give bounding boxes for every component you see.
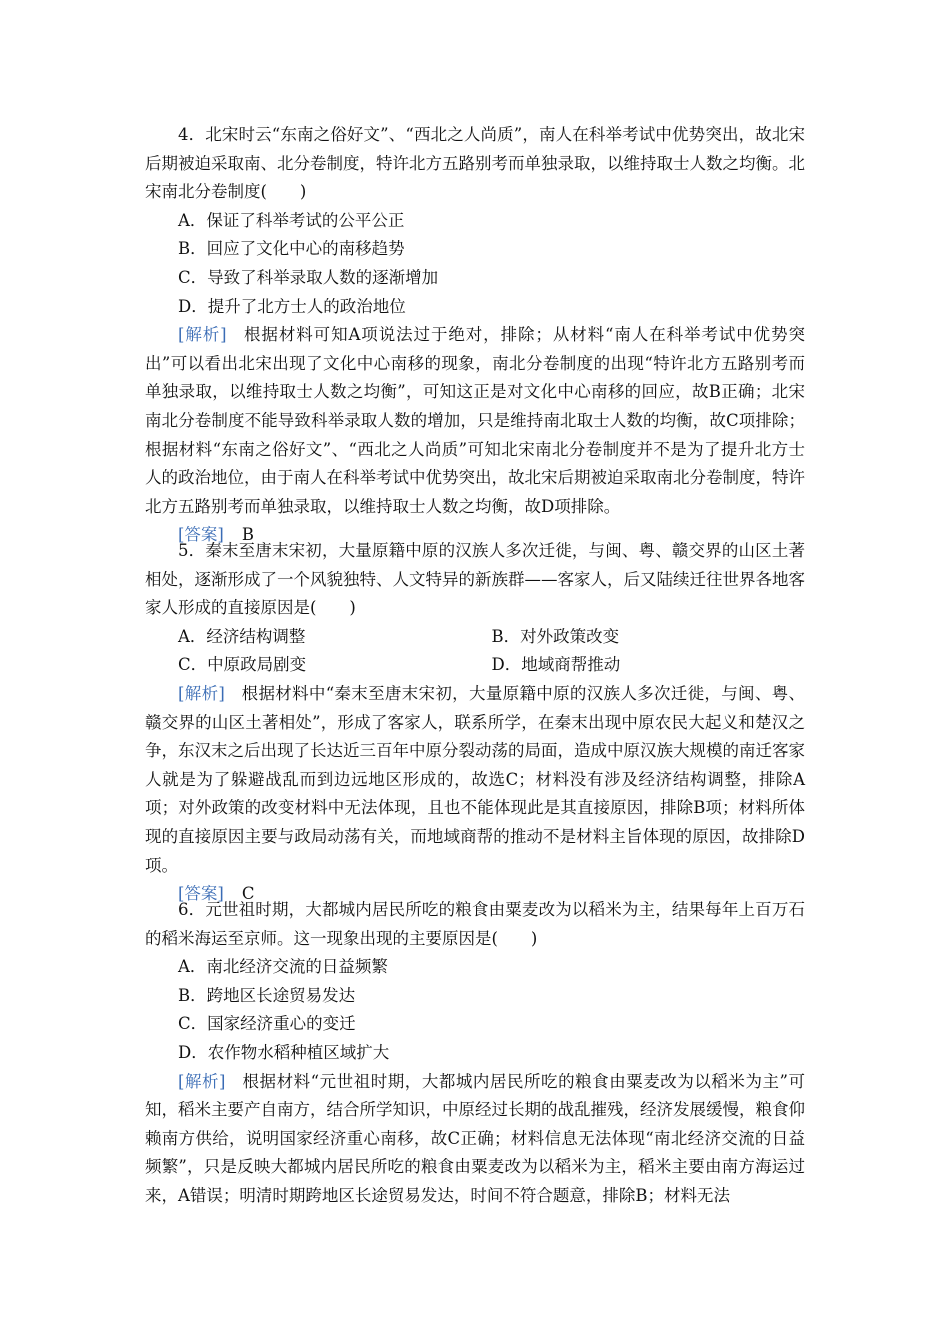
- q4-stem: 4．北宋时云“东南之俗好文”、“西北之人尚质”，南人在科举考试中优势突出，故北宋后期被迫采取南、北分卷制度，特许北方五路别考而单独录取，以维持取士人数之均衡。北宋南北分卷制度( ): [145, 125, 805, 202]
- q5-options-row-2: [145, 651, 805, 680]
- q6-analysis: [145, 1068, 805, 1211]
- question-4: [145, 121, 805, 550]
- q5-option-c: C．中原政局剧变: [178, 655, 307, 675]
- q5-analysis-text: 根据材料中“秦末至唐末宋初，大量原籍中原的汉族人多次迁徙，与闽、粤、赣交界的山区土著相处”，形成了客家人，联系所学，在秦末出现中原农民大起义和楚汉之争，东汉末之后出现了长达近三百年中原分裂动荡的局面，造成中原汉族大规模的南迁客家人就是为了躲避战乱而到边远地区形成的，故选C；材料没有涉及经济结构调整，排除A项；对外政策的改变材料中无法体现，且也不能体现此是其直接原因，排除B项；材料所体现的直接原因主要与政局动荡有关，而地域商帮的推动不是材料主旨体现的原因，故排除D项。: [145, 683, 806, 875]
- q4-analysis-text: 根据材料可知A项说法过于绝对，排除；从材料“南人在科举考试中优势突出”可以看出北宋出现了文化中心南移的现象，南北分卷制度的出现“特许北方五路别考而单独录取，以维持取士人数之均衡”，可知这正是对文化中心南移的回应，故B正确；北宋南北分卷制度不能导致科举录取人数的增加，只是维持南北取士人数的均衡，故C项排除；根据材料“东南之俗好文”、“西北之人尚质”可知北宋南北分卷制度并不是为了提升北方士人的政治地位，由于南人在科举考试中优势突出，故北宋后期被迫采取南北分卷制度，特许北方五路别考而单独录取，以维持取士人数之均衡，故D项排除。: [145, 325, 805, 516]
- question-5: [145, 537, 805, 909]
- q5-analysis-tag: [解析]: [178, 683, 225, 703]
- q4-option-b: B．回应了文化中心的南移趋势: [178, 239, 405, 259]
- q5-stem: 5．秦末至唐末宋初，大量原籍中原的汉族人多次迁徙，与闽、粤、赣交界的山区土著相处，逐渐形成了一个风貌独特、人文特异的新族群——客家人，后又陆续迁往世界各地客家人形成的直接原因是( ): [145, 541, 805, 618]
- q6-analysis-text: 根据材料“元世祖时期，大都城内居民所吃的粮食由粟麦改为以稻米为主”可知，稻米主要产自南方，结合所学知识，中原经过长期的战乱摧残，经济发展缓慢，粮食仰赖南方供给，说明国家经济重心南移，故C正确；材料信息无法体现“南北经济交流的日益频繁”，只是反映大都城内居民所吃的粮食由粟麦改为以稻米为主，稻米主要由南方海运过来，A错误；明清时期跨地区长途贸易发达，时间不符合题意，排除B；材料无法: [145, 1071, 806, 1205]
- q5-options-row-1: [145, 623, 805, 652]
- q4-analysis: [145, 321, 805, 521]
- q5-option-b: B．对外政策改变: [491, 626, 620, 646]
- q6-option-c: C．国家经济重心的变迁: [178, 1014, 356, 1034]
- q6-stem: 6．元世祖时期，大都城内居民所吃的粮食由粟麦改为以稻米为主，结果每年上百万石的稻米海运至京师。这一现象出现的主要原因是( ): [145, 900, 805, 948]
- q5-option-d: D．地域商帮推动: [491, 655, 621, 675]
- q4-answer-tag: [答案]: [178, 525, 224, 545]
- q5-option-a: A．经济结构调整: [178, 626, 306, 646]
- q6-option-a: A．南北经济交流的日益频繁: [178, 957, 388, 977]
- q4-option-d: D．提升了北方士人的政治地位: [178, 296, 406, 316]
- q4-option-a: A．保证了科举考试的公平公正: [178, 210, 405, 230]
- q5-answer-value: C: [241, 884, 255, 904]
- q5-answer-tag: [答案]: [178, 884, 224, 904]
- q6-analysis-tag: [解析]: [178, 1071, 226, 1091]
- q4-analysis-tag: [解析]: [178, 325, 227, 345]
- q6-option-b: B．跨地区长途贸易发达: [178, 985, 356, 1005]
- q5-analysis: [145, 680, 805, 880]
- q6-option-d: D．农作物水稻种植区域扩大: [178, 1042, 390, 1062]
- q4-option-c: C．导致了科举录取人数的逐渐增加: [178, 267, 439, 287]
- question-6: [145, 896, 805, 1211]
- q4-answer-value: B: [241, 525, 255, 545]
